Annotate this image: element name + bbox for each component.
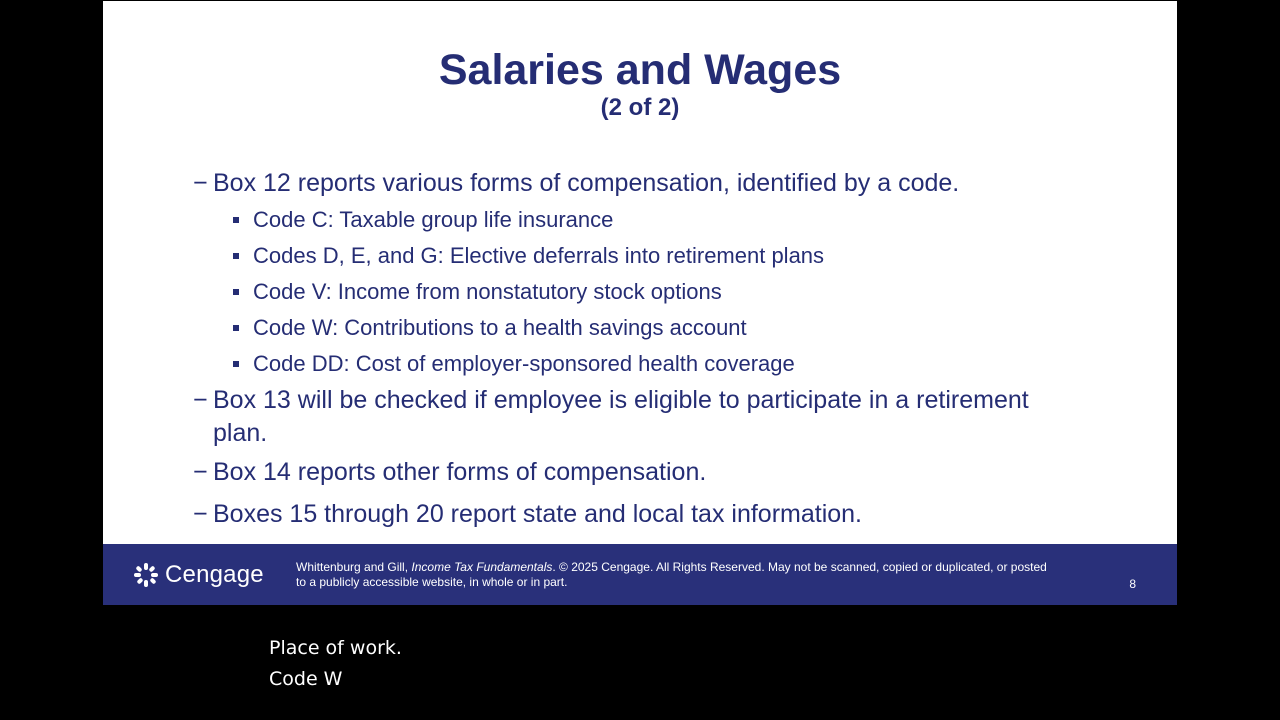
dash-marker: − [193,500,208,528]
sub-bullet-text: Codes D, E, and G: Elective deferrals into retirement plans [253,243,825,268]
bullet-boxes-15-20 [193,498,862,530]
square-bullet-icon [233,361,239,367]
bullet-text: Box 12 reports various forms of compensation, identified by a code. [213,169,960,197]
page-number: 8 [1129,577,1136,591]
dash-marker: − [193,386,208,414]
dash-marker: − [193,169,208,197]
cengage-logo [133,561,264,589]
sub-bullet-text: Code DD: Cost of employer-sponsored health coverage [253,351,795,376]
bullet-text: Box 14 reports other forms of compensation. [213,458,707,486]
caption-line-2: Code W [269,668,343,690]
bullet-box-13 [193,384,1029,416]
copyright-line-2: to a publicly accessible website, in whole or in part. [296,575,568,589]
bullet-text: Box 13 will be checked if employee is eligible to participate in a retirement [213,386,1029,414]
bullet-box-14 [193,456,707,488]
slide-subtitle: (2 of 2) [600,94,680,121]
sub-bullet-code-w [253,314,747,342]
bullet-text: Boxes 15 through 20 report state and local tax information. [213,500,862,528]
copyright-rest: . © 2025 Cengage. All Rights Reserved. May not be scanned, copied or duplicated, or posted [552,560,1047,574]
cengage-logo-icon [133,562,159,588]
bullet-box-13-continuation [213,417,267,449]
sub-bullet-codes-deg [253,242,824,270]
sub-bullet-code-v [253,278,722,306]
copyright-book-title: Income Tax Fundamentals [411,560,553,574]
caption-line-1: Place of work. [269,637,402,659]
sub-bullet-code-c [253,206,613,234]
sub-bullet-code-dd [253,350,795,378]
sub-bullet-text: Code W: Contributions to a health savings account [253,315,747,340]
dash-marker: − [193,458,208,486]
bullet-text-continued: plan. [213,419,268,447]
slide [103,1,1177,605]
copyright-authors: Whittenburg and Gill, [296,560,412,574]
sub-bullet-text: Code C: Taxable group life insurance [253,207,614,232]
slide-title: Salaries and Wages [438,46,842,94]
cengage-logo-text: Cengage [165,561,264,588]
square-bullet-icon [233,325,239,331]
square-bullet-icon [233,253,239,259]
copyright-notice [296,560,1086,590]
sub-bullet-text: Code V: Income from nonstatutory stock options [253,279,722,304]
bullet-box-12 [193,167,960,199]
slide-footer [103,544,1177,605]
square-bullet-icon [233,217,239,223]
square-bullet-icon [233,289,239,295]
